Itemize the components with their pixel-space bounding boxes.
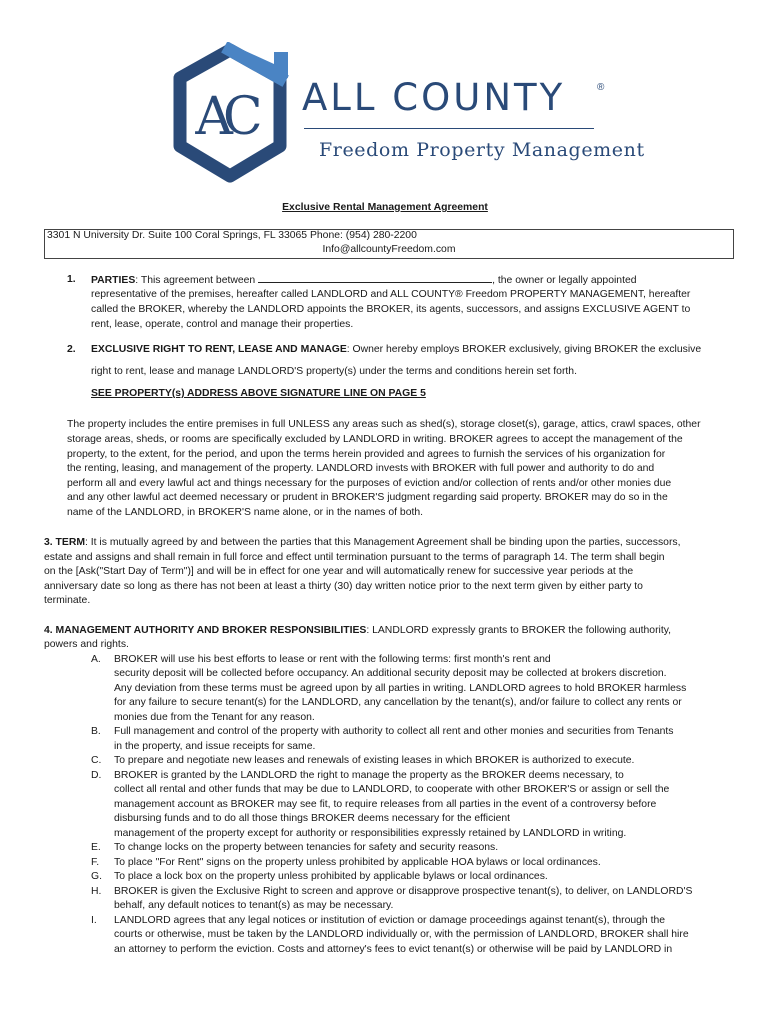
property-paragraph-line: perform all and every lawful act and things necessary for the purposes of eviction and/or collection of rents and/or other monies due (67, 478, 672, 489)
item-f-line: To place "For Rent" signs on the property unless prohibited by applicable HOA bylaws or local ordinances. (114, 857, 601, 868)
section-3-line: on the [Ask("Start Day of Term")] and will be in effect for one year and will automatically renew for successive year periods at the (44, 566, 634, 577)
property-paragraph-line: property, to the extent, for the period, and upon the terms herein provided and agrees to furnish the services of his organization for (67, 449, 666, 460)
section-3-heading: 3. TERM (44, 537, 85, 548)
section-2-number: 2. (67, 344, 76, 355)
section-4-lead: : LANDLORD expressly grants to BROKER the following authority, (366, 625, 672, 636)
item-a-line: monies due from the Tenant for any reason. (114, 712, 315, 723)
section-2-line: right to rent, lease and manage LANDLORD'S property(s) under the terms and conditions herein set forth. (91, 366, 577, 377)
section-1-heading: PARTIES (91, 275, 136, 286)
item-h-line: BROKER is given the Exclusive Right to screen and approve or disapprove prospective tenant(s), to deliver, on LANDLORD'S (114, 886, 693, 897)
section-3-lead: : It is mutually agreed by and between the parties that this Management Agreement shall be binding upon the parties, successors, (85, 537, 681, 548)
item-d-line: disbursing funds and to do all those things BROKER deems necessary for the efficient (114, 813, 511, 824)
item-d-line: collect all rental and other funds that may be due to LANDLORD, to cooperate with other BROKER'S or assign or sell the (114, 784, 670, 795)
section-2-lead: : Owner hereby employs BROKER exclusively, giving BROKER the exclusive (346, 344, 702, 355)
item-a-line: for any failure to secure tenant(s) for the LANDLORD, any cancellation by the tenant(s), and/or failure to collect any rents or (114, 697, 682, 708)
section-3-line: terminate. (44, 595, 91, 606)
logo-monogram: AC (195, 87, 253, 147)
item-e-line: To change locks on the property between tenancies for safety and security reasons. (114, 842, 499, 853)
section-4-line: powers and rights. (44, 639, 129, 650)
section-1-lead: : This agreement between (135, 275, 259, 286)
section-3-first-line (44, 536, 681, 551)
brand-divider (304, 128, 594, 129)
item-i-line: LANDLORD agrees that any legal notices or institution of eviction or damage proceedings against tenant(s), through the (114, 915, 666, 926)
address-box (44, 229, 734, 259)
section-1-line: rent, lease, operate, control and manage their properties. (91, 319, 354, 330)
landlord-name-blank[interactable] (258, 273, 492, 283)
item-letter: I. (91, 915, 97, 926)
registered-mark: ® (597, 82, 605, 93)
item-b-line: Full management and control of the property with authority to collect all rent and other monies and securities from Tenants (114, 726, 674, 737)
item-d-line: management of the property except for authority or responsibilities expressly retained by LANDLORD in writing. (114, 828, 627, 839)
item-letter: B. (91, 726, 101, 737)
section-4-heading: 4. MANAGEMENT AUTHORITY AND BROKER RESPONSIBILITIES (44, 625, 367, 636)
item-i-line: an attorney to perform the eviction. Costs and attorney's fees to evict tenant(s) or otherwise will be paid by LANDLORD in (114, 944, 673, 955)
item-a-line: security deposit will be collected before occupancy. An additional security deposit may be collected at brokers discretion. (114, 668, 667, 679)
section-4-first-line (44, 624, 671, 639)
document-title: Exclusive Rental Management Agreement (282, 202, 488, 213)
section-1-after-blank: , the owner or legally appointed (492, 275, 637, 286)
section-1-line: called the BROKER, whereby the LANDLORD appoints the BROKER, its agents, successors, and assigns EXCLUSIVE AGENT to (91, 304, 691, 315)
section-2-heading: EXCLUSIVE RIGHT TO RENT, LEASE AND MANAGE (91, 344, 347, 355)
item-letter: H. (91, 886, 102, 897)
item-letter: C. (91, 755, 102, 766)
section-2-note: SEE PROPERTY(s) ADDRESS ABOVE SIGNATURE LINE ON PAGE 5 (91, 388, 426, 399)
property-paragraph-line: storage areas, sheds, or rooms are specifically excluded by LANDLORD in writing. BROKER agrees to accept the management of the (67, 434, 683, 445)
property-paragraph-line: and any other lawful act deemed necessary or prudent in BROKER'S judgment regarding said property. BROKER may do so in the (67, 492, 668, 503)
brand-name: ALL COUNTY (302, 76, 566, 119)
item-c-line: To prepare and negotiate new leases and renewals of existing leases in which BROKER is authorized to execute. (114, 755, 635, 766)
section-2-first-line (91, 343, 701, 358)
property-paragraph-line: the renting, leasing, and management of the property. LANDLORD invests with BROKER with full power and authority to do and (67, 463, 655, 474)
item-a-line: BROKER will use his best efforts to lease or rent with the following terms: first month's rent and (114, 654, 551, 665)
property-paragraph-line: name of the LANDLORD, in BROKER'S name alone, or in the names of both. (67, 507, 424, 518)
section-3-line: anniversary date so long as there has not been at least a thirty (30) day written notice prior to the next term given by either party to (44, 581, 643, 592)
item-letter: E. (91, 842, 101, 853)
address-line: 3301 N University Dr. Suite 100 Coral Springs, FL 33065 Phone: (954) 280-2200 (47, 230, 417, 241)
item-a-line: Any deviation from these terms must be agreed upon by all parties in writing. LANDLORD agrees to hold BROKER harmless (114, 683, 687, 694)
item-d-line: management account as BROKER may see fit, to require releases from all parties in the event of a controversy before (114, 799, 657, 810)
section-1-number: 1. (67, 274, 76, 285)
item-h-line: behalf, any default notices to tenant(s) as may be necessary. (114, 900, 394, 911)
company-logo (172, 42, 290, 184)
item-letter: A. (91, 654, 101, 665)
section-1-first-line (91, 273, 637, 289)
section-3-line: estate and assigns and shall remain in full force and effect until termination pursuant to the terms of paragraph 14. The term shall begin (44, 552, 665, 563)
item-letter: G. (91, 871, 102, 882)
item-letter: D. (91, 770, 102, 781)
email-line: Info@allcountyFreedom.com (322, 244, 456, 255)
brand-tagline: Freedom Property Management (319, 139, 645, 161)
item-letter: F. (91, 857, 100, 868)
item-i-line: courts or otherwise, must be taken by the LANDLORD individually or, with the permission of LANDLORD, BROKER shall hire (114, 929, 689, 940)
item-b-line: in the property, and issue receipts for same. (114, 741, 316, 752)
item-d-line: BROKER is granted by the LANDLORD the right to manage the property as the BROKER deems necessary, to (114, 770, 624, 781)
section-1-line: representative of the premises, hereafter called LANDLORD and ALL COUNTY® Freedom PROPERTY MANAGEMENT, hereafter (91, 289, 691, 300)
property-paragraph-line: The property includes the entire premises in full UNLESS any areas such as shed(s), storage closet(s), garage, attics, crawl spaces, other (67, 419, 701, 430)
item-g-line: To place a lock box on the property unless prohibited by applicable bylaws or local ordinances. (114, 871, 548, 882)
